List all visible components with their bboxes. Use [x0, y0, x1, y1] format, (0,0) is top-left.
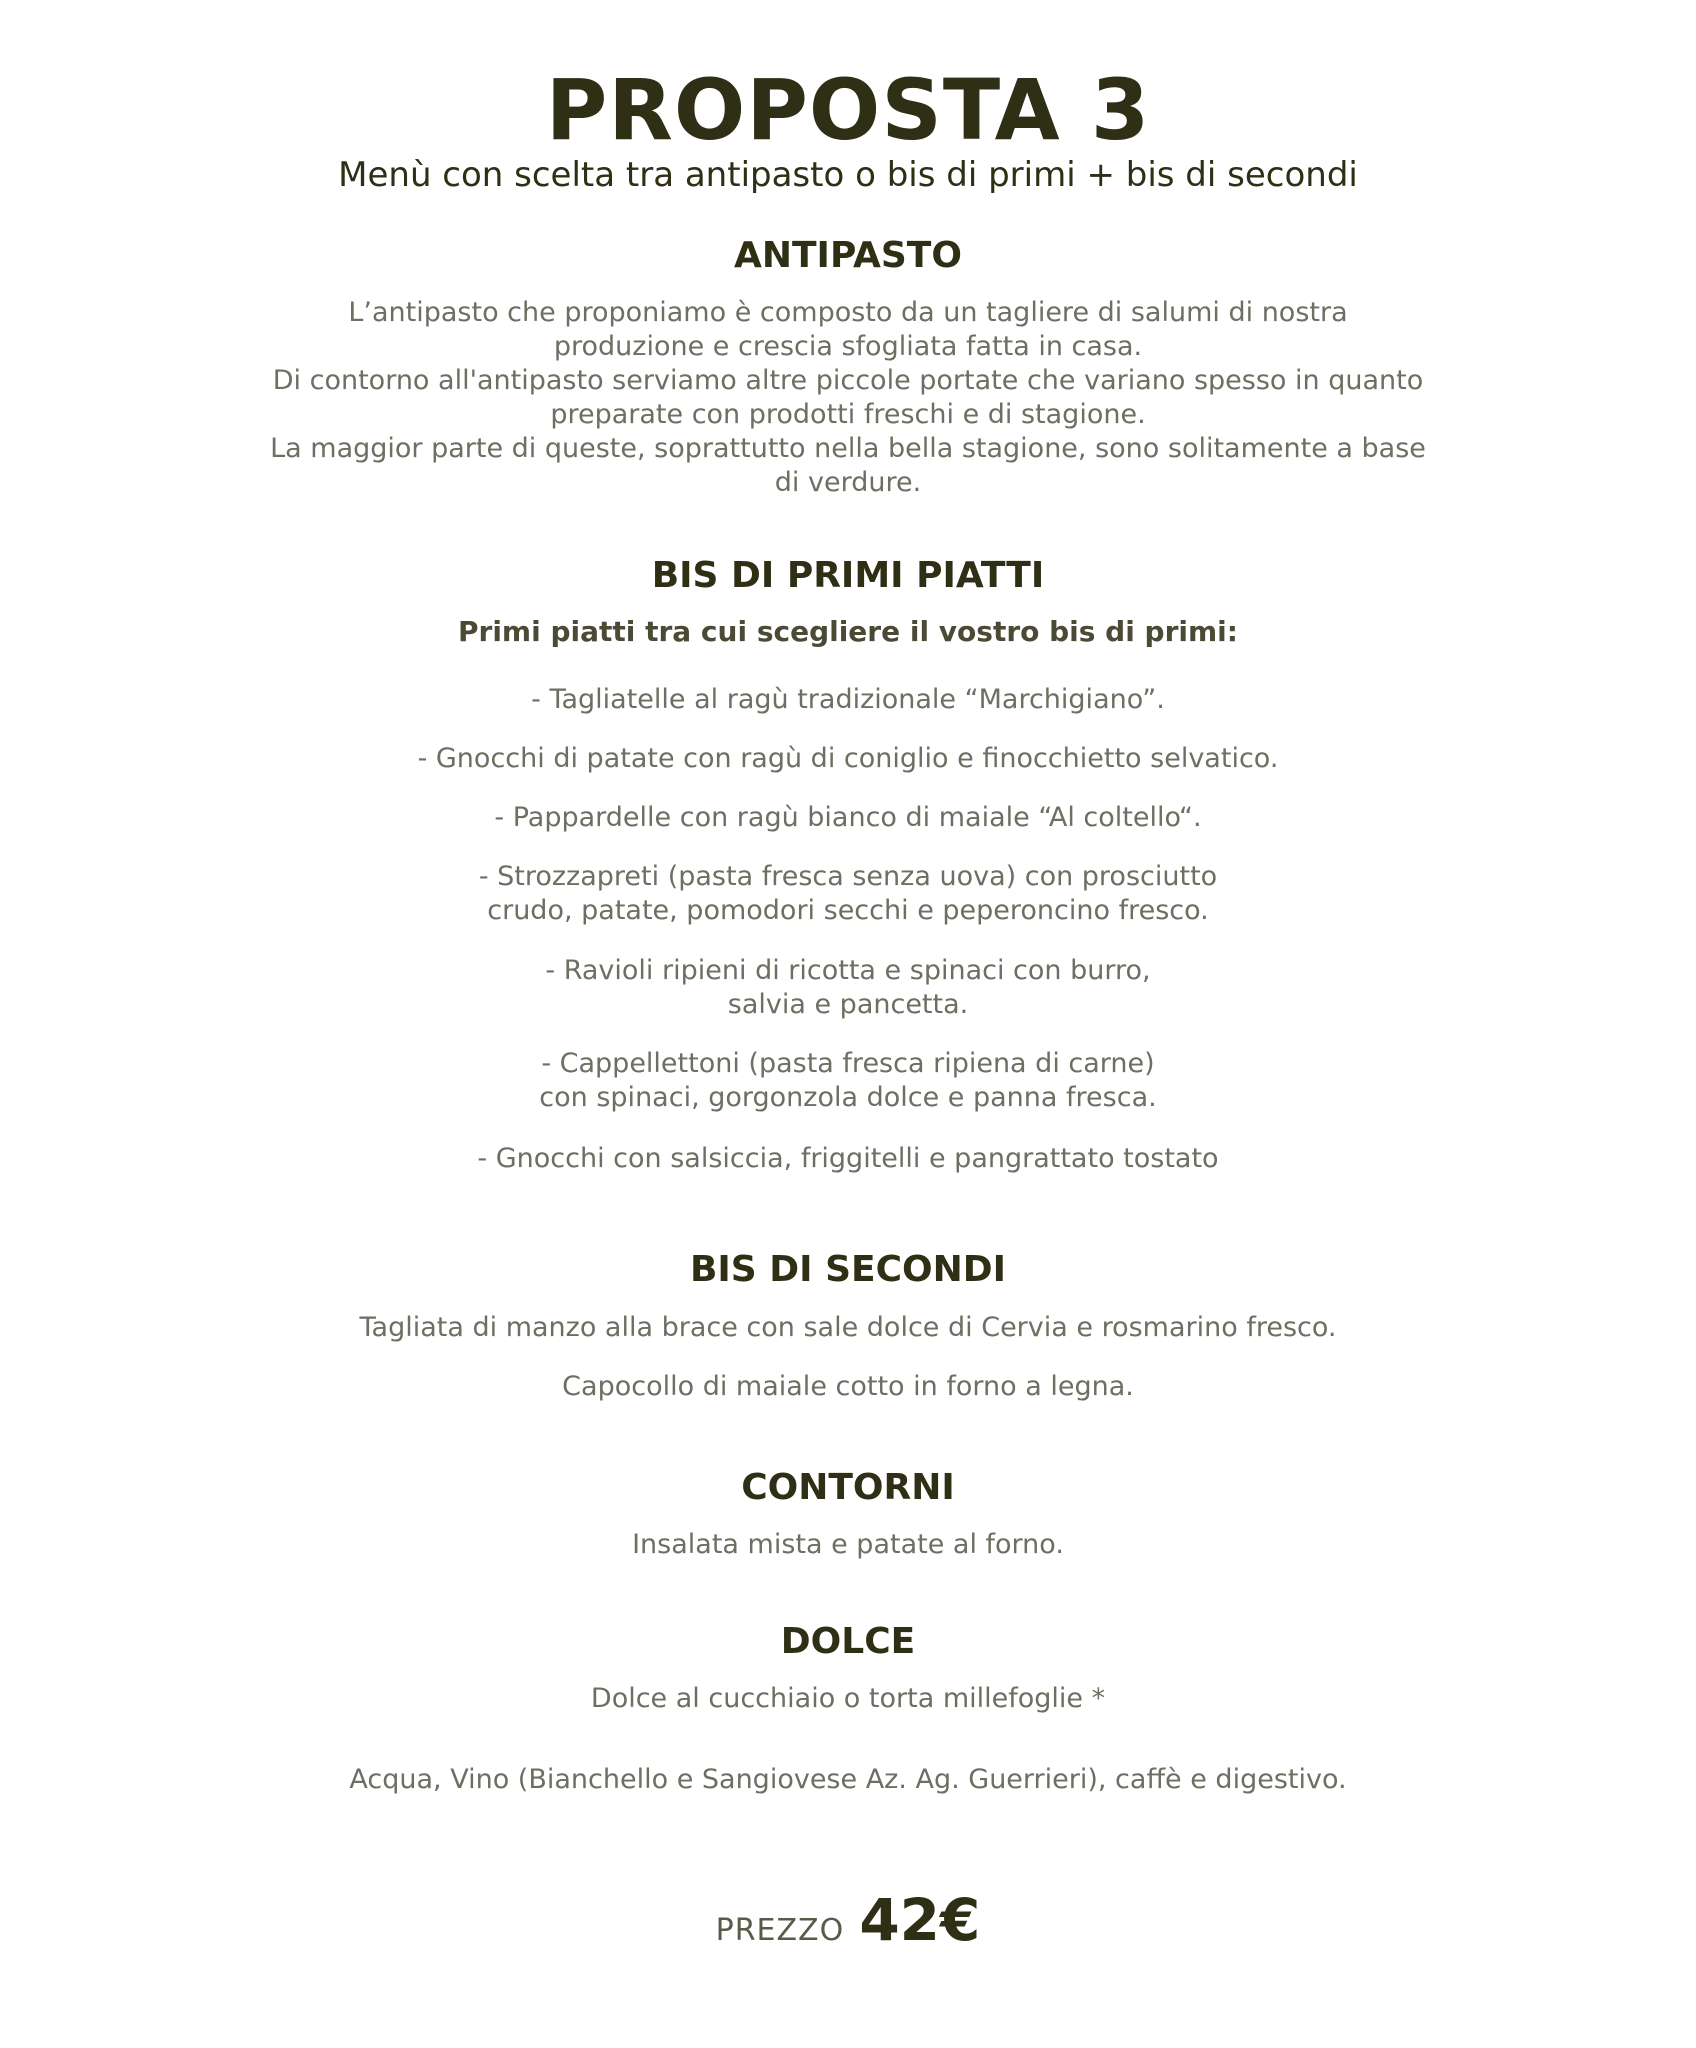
primi-item: - Ravioli ripieni di ricotta e spinaci con burro, salvia e pancetta.: [545, 955, 1151, 1020]
primi-item: - Gnocchi di patate con ragù di coniglio e finocchietto selvatico.: [417, 743, 1279, 774]
secondi-item: Capocollo di maiale cotto in forno a legna.: [562, 1371, 1134, 1402]
antipasto-description: L’antipasto che proponiamo è composto da un tagliere di salumi di nostra produzione e crescia sfogliata fatta in casa. Di contorno all'antipasto serviamo altre piccole portate che variano spesso in quanto preparate con prodotti freschi e di stagione. La maggior parte di queste, soprattutto nella bella stagione, sono solitamente a base di verdure.: [270, 297, 1426, 498]
page-subtitle: Menù con scelta tra antipasto o bis di primi + bis di secondi: [338, 155, 1358, 195]
price-label: PREZZO: [715, 1913, 845, 1948]
primi-intro: Primi piatti tra cui scegliere il vostro bis di primi:: [458, 615, 1238, 648]
secondi-heading: BIS DI SECONDI: [689, 1249, 1007, 1290]
price-row: [0, 1880, 1696, 1975]
dolce-text: Dolce al cucchiaio o torta millefoglie *: [590, 1683, 1106, 1714]
secondi-item: Tagliata di manzo alla brace con sale dolce di Cervia e rosmarino fresco.: [359, 1312, 1337, 1343]
page-title: PROPOSTA 3: [545, 61, 1151, 159]
primi-item: - Strozzapreti (pasta fresca senza uova) con prosciutto crudo, patate, pomodori secchi e peperoncino fresco.: [478, 861, 1218, 926]
primi-item: - Tagliatelle al ragù tradizionale “Marchigiano”.: [531, 684, 1165, 715]
dolce-heading: DOLCE: [780, 1621, 916, 1662]
contorni-text: Insalata mista e patate al forno.: [632, 1529, 1064, 1560]
antipasto-heading: ANTIPASTO: [734, 235, 962, 276]
primi-item: - Pappardelle con ragù bianco di maiale “Al coltello“.: [494, 802, 1202, 833]
drinks-text: Acqua, Vino (Bianchello e Sangiovese Az. Ag. Guerrieri), caffè e digestivo.: [349, 1764, 1347, 1795]
primi-heading: BIS DI PRIMI PIATTI: [651, 555, 1045, 596]
price-value: 42€: [859, 1886, 981, 1954]
primi-item: - Cappellettoni (pasta fresca ripiena di carne) con spinaci, gorgonzola dolce e panna fresca.: [539, 1048, 1157, 1113]
primi-item: - Gnocchi con salsiccia, friggitelli e pangrattato tostato: [477, 1143, 1219, 1174]
contorni-heading: CONTORNI: [741, 1467, 955, 1508]
